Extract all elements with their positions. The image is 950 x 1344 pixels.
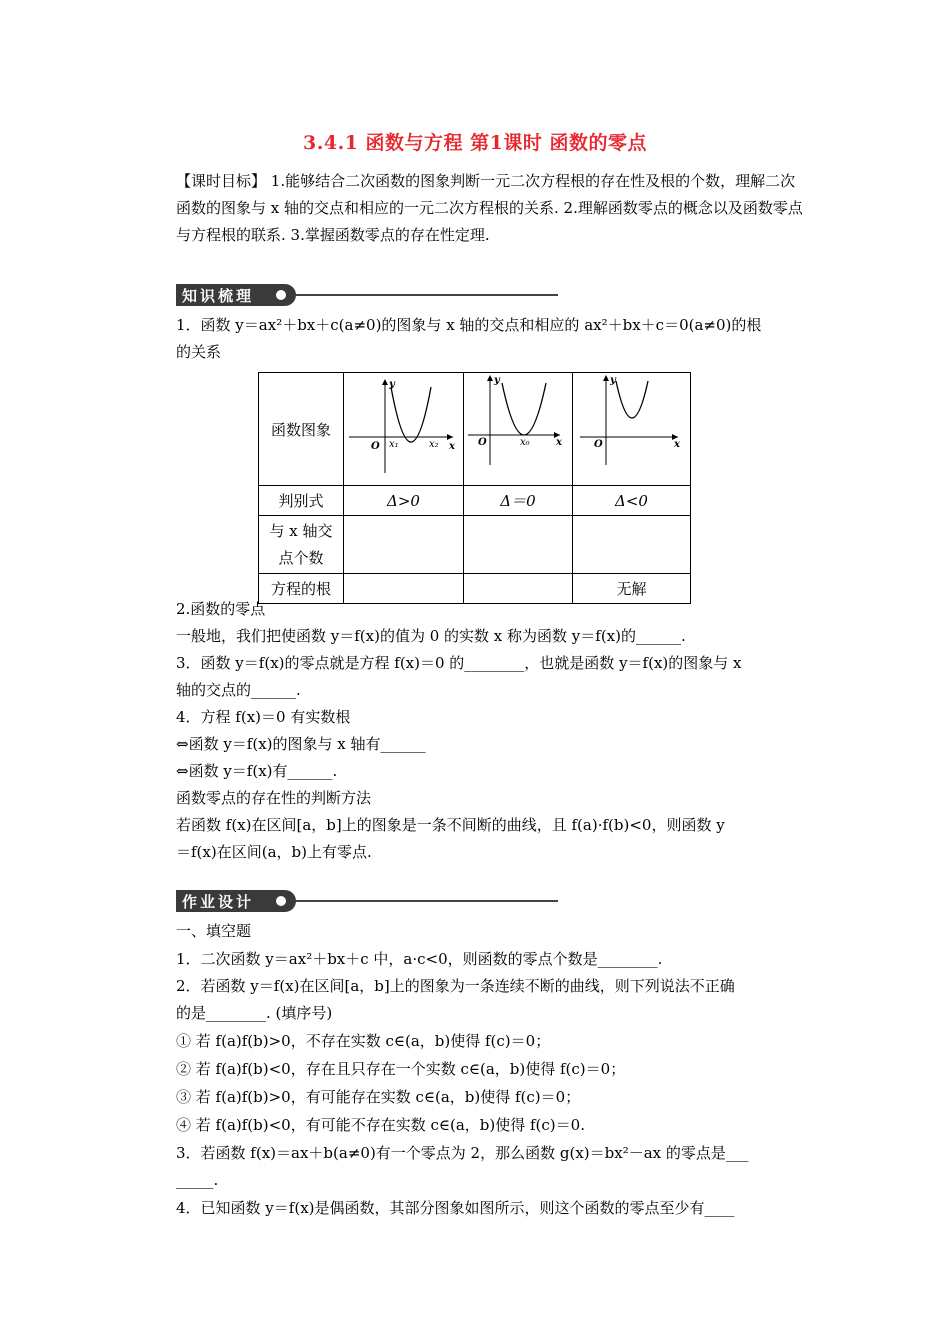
row-header-intersections-line2: 点个数 (278, 548, 324, 567)
root-x1-label: x₁ (388, 439, 399, 450)
exercise-q2-option: ② 若 f(a)f(b)<0，存在且只存在一个实数 c∈(a，b)使得 f(c)＝0； (176, 1060, 626, 1078)
intersections-cell-zero (464, 516, 573, 574)
page-title: 3.4.1 函数与方程 第1课时 函数的零点 (303, 132, 647, 154)
section-rule (296, 294, 558, 296)
discriminant-negative: Δ<0 (573, 486, 691, 516)
item3-line1: 3．函数 y＝f(x)的零点就是方程 f(x)＝0 的________，也就是函数 y＝f(x)的图象与 x (176, 654, 742, 672)
x-axis-label: x (556, 437, 562, 448)
y-axis-label: y (494, 375, 500, 386)
objectives-label: 【课时目标】 (176, 172, 267, 190)
item3-line2: 轴的交点的______. (176, 681, 301, 699)
exercise-q3-line1: 3．若函数 f(x)＝ax＋b(a≠0)有一个零点为 2，那么函数 g(x)＝bx²－ax 的零点是___ (176, 1144, 749, 1162)
graph-no-root (573, 373, 691, 486)
exercise-q2-option: ③ 若 f(a)f(b)>0，有可能存在实数 c∈(a，b)使得 f(c)＝0； (176, 1088, 581, 1106)
section-rule (296, 900, 558, 902)
y-axis-label: y (609, 375, 616, 386)
existence-line1: 若函数 f(x)在区间[a，b]上的图象是一条不间断的曲线，且 f(a)·f(b)<0，则函数 y (176, 816, 725, 834)
lesson-objectives (176, 168, 806, 249)
y-axis-label: y (388, 379, 395, 390)
section-header-homework (176, 890, 556, 912)
graph-one-root (464, 373, 573, 486)
origin-label: O (593, 439, 603, 450)
roots-cell-negative: 无解 (573, 574, 691, 604)
circle-icon (276, 896, 286, 906)
parabola-two-roots-figure (345, 373, 463, 481)
row-header-roots: 方程的根 (259, 574, 344, 604)
item1-line2: 的关系 (176, 343, 222, 361)
item4-line1: 4．方程 f(x)＝0 有实数根 (176, 708, 351, 726)
exercise-q1: 1．二次函数 y＝ax²＋bx＋c 中，a·c<0，则函数的零点个数是________. (176, 950, 663, 968)
section-label: 作业设计 (182, 893, 255, 911)
exercise-q4-line1: 4．已知函数 y＝f(x)是偶函数，其部分图象如图所示，则这个函数的零点至少有____ (176, 1199, 735, 1217)
exercise-part-heading: 一、填空题 (176, 922, 252, 940)
parabola-one-root-figure (464, 373, 572, 481)
intersections-cell-negative (573, 516, 691, 574)
parabola-no-root-figure (574, 373, 690, 481)
roots-cell-zero (464, 574, 573, 604)
section-header-knowledge (176, 284, 556, 306)
exercise-q2-line1: 2．若函数 y＝f(x)在区间[a，b]上的图象为一条连续不断的曲线，则下列说法不正确 (176, 977, 735, 995)
row-header-intersections-line1: 与 x 轴交 (269, 521, 333, 540)
row-header-intersections (259, 516, 344, 574)
roots-cell-positive (344, 574, 464, 604)
exercise-q2-option: ④ 若 f(a)f(b)<0，有可能不存在实数 c∈(a，b)使得 f(c)＝0. (176, 1116, 585, 1134)
row-header-graph: 函数图象 (259, 373, 344, 486)
discriminant-positive: Δ>0 (344, 486, 464, 516)
item1-line1: 1．函数 y＝ax²＋bx＋c(a≠0)的图象与 x 轴的交点和相应的 ax²＋bx＋c＝0(a≠0)的根 (176, 316, 762, 334)
root-x2-label: x₂ (428, 439, 439, 450)
existence-line2: ＝f(x)在区间(a，b)上有零点. (176, 843, 372, 861)
row-header-discriminant: 判别式 (259, 486, 344, 516)
item2-body: 一般地，我们把使函数 y＝f(x)的值为 0 的实数 x 称为函数 y＝f(x)的______. (176, 627, 686, 645)
graph-two-roots (344, 373, 464, 486)
exercise-q2-line2: 的是________. (填序号) (176, 1004, 333, 1022)
x-axis-label: x (673, 439, 680, 450)
relationship-table (258, 372, 691, 604)
intersections-cell-positive (344, 516, 464, 574)
circle-icon (276, 290, 286, 300)
item4-line2: ⇔函数 y＝f(x)的图象与 x 轴有______ (176, 735, 426, 753)
exercise-q3-line2: _____. (176, 1171, 219, 1189)
item2-heading: 2.函数的零点 (176, 600, 266, 618)
origin-label: O (370, 441, 380, 452)
root-x0-label: x₀ (520, 437, 530, 448)
exercise-q2-option: ① 若 f(a)f(b)>0，不存在实数 c∈(a，b)使得 f(c)＝0； (176, 1032, 551, 1050)
objectives-text: 1.能够结合二次函数的图象判断一元二次方程根的存在性及根的个数，理解二次函数的图象与 x 轴的交点和相应的一元二次方程根的关系. 2.理解函数零点的概念以及函数零点与方程根的联系. 3.掌握函数零点的存在性定理. (176, 172, 803, 244)
existence-heading: 函数零点的存在性的判断方法 (176, 789, 372, 807)
discriminant-zero: Δ＝0 (464, 486, 573, 516)
origin-label: O (478, 437, 487, 448)
x-axis-label: x (448, 441, 455, 452)
item4-line3: ⇔函数 y＝f(x)有______. (176, 762, 338, 780)
section-label: 知识梳理 (182, 287, 255, 305)
